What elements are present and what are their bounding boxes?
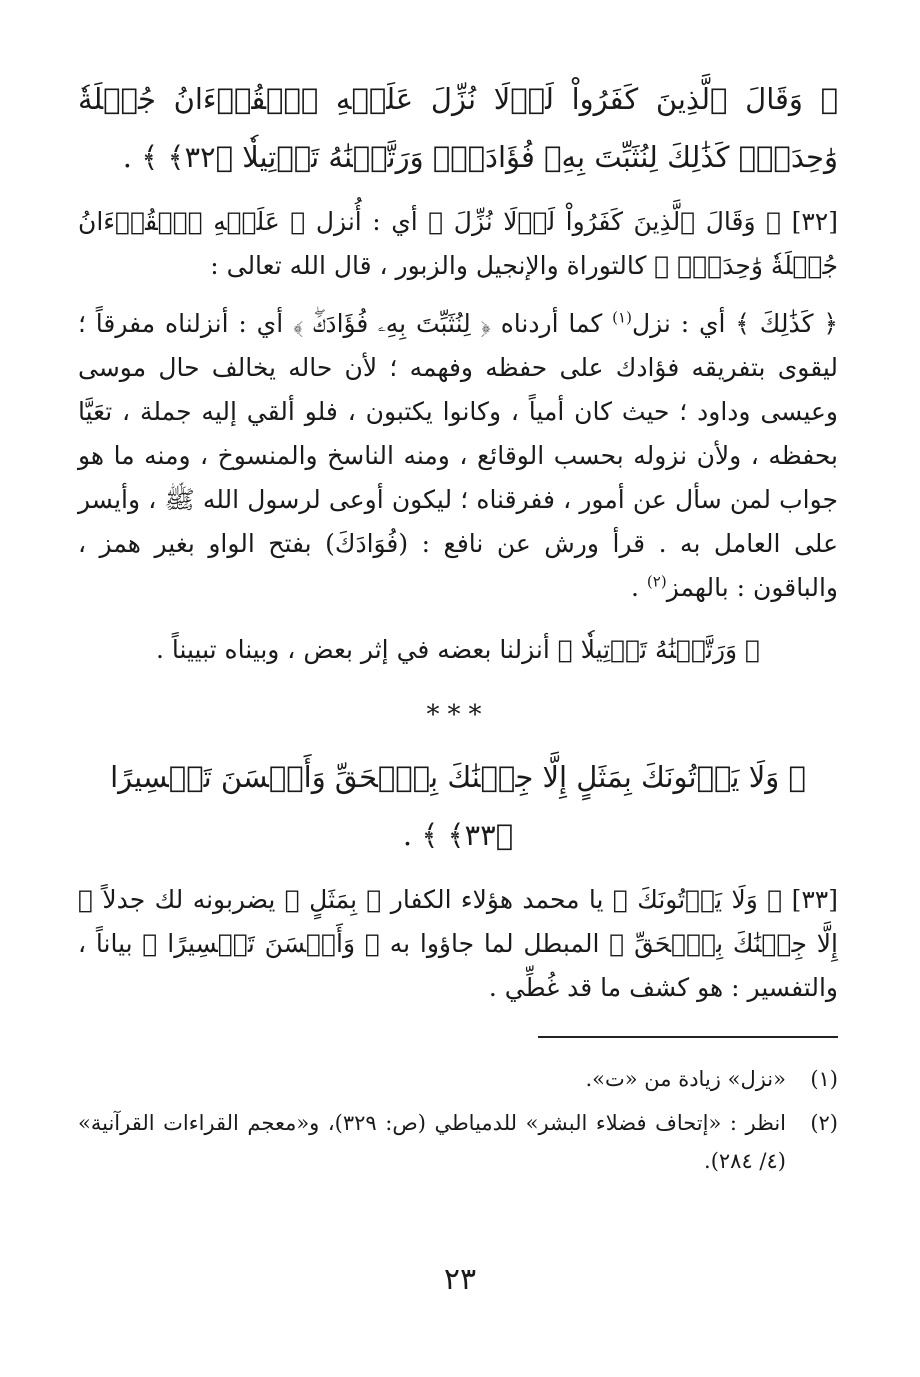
commentary-32-body-end: .: [631, 573, 647, 602]
commentary-32-body-main: كما أردناه ﴿ لِنُثَبِّتَ بِهِۦ فُؤَادَكَۖ ﴾ أي : أنزلناه مفرقاً ؛ ليقوى بتفريقه فؤادك على حفظه وفهمه ؛ لأن حاله يخالف حال موسى وعيسى وداود ؛ حيث كان أمياً ، وكانوا يكتبون ، فلو ألقي إليه جملة ، تعَيَّا بحفظه ، ولأن نزوله بحسب الوقائع ، ومنه الناسخ والمنسوخ ، ومنه ما هو جواب لمن سأل عن أمور ، ففرقناه ؛ ليكون أوعى لرسول الله ﷺ ، وأيسر على العامل به . قرأ ورش عن نافع : (فُوَادَكَ) بفتح الواو بغير همز ، والباقون : بالهمز: [78, 309, 838, 602]
footnote-text: «نزل» زيادة من «ت».: [585, 1067, 786, 1091]
footnote-ref-1[interactable]: (١): [612, 308, 632, 327]
footnote-1: [78, 1060, 838, 1098]
quran-verse-32: ﴿ وَقَالَ ٱلَّذِينَ كَفَرُواْ لَوۡلَا نُزِّلَ عَلَيۡهِ ٱلۡقُرۡءَانُ جُمۡلَةٗ وَٰحِدَةٗۚ كَذَٰلِكَ لِنُثَبِّتَ بِهِۦ فُؤَادَكَۖ وَرَتَّلۡنَٰهُ تَرۡتِيلٗا ﴿٣٢﴾ ﴾ .: [78, 82, 838, 174]
footnote-number: (٢): [810, 1111, 838, 1135]
footnote-2: [78, 1104, 838, 1180]
commentary-33: [٣٣] ﴿ وَلَا يَأۡتُونَكَ ﴾ يا محمد هؤلاء الكفار ﴿ بِمَثَلٍ ﴾ يضربونه لك جدلاً ﴿ إِلَّا جِئۡنَٰكَ بِٱلۡحَقِّ ﴾ المبطل لما جاؤوا به ﴿ وَأَحۡسَنَ تَفۡسِيرًا ﴾ بياناً ، والتفسير : هو كشف ما قد غُطِّي .: [78, 885, 838, 1002]
footnotes: [78, 1060, 838, 1180]
footnote-ref-2[interactable]: (٢): [646, 572, 667, 591]
quran-verse-33: ﴿ وَلَا يَأۡتُونَكَ بِمَثَلٍ إِلَّا جِئۡنَٰكَ بِٱلۡحَقِّ وَأَحۡسَنَ تَفۡسِيرًا ﴿٣٣﴾ ﴾ .: [110, 760, 806, 852]
page-body: [78, 70, 838, 1186]
section-separator: ***: [426, 700, 490, 730]
commentary-32-intro: [٣٢] ﴿ وَقَالَ ٱلَّذِينَ كَفَرُواْ لَوۡلَا نُزِّلَ ﴾ أي : أُنزل ﴿ عَلَيۡهِ ٱلۡقُرۡءَانُ جُمۡلَةٗ وَٰحِدَةٗۚ ﴾ كالتوراة والإنجيل والزبور ، قال الله تعالى :: [78, 207, 838, 280]
commentary-32-body-start: ﴿ كَذَٰلِكَ ﴾ أي : نزل: [631, 309, 838, 338]
footnote-divider: [538, 1036, 838, 1038]
page-number: ٢٣: [443, 1262, 477, 1297]
commentary-32-body: [78, 302, 838, 610]
footnote-text: انظر : «إتحاف فضلاء البشر» للدمياطي (ص: ٣٢٩)، و«معجم القراءات القرآنية» (٤/ ٢٨٤).: [78, 1111, 787, 1173]
footnote-number: (١): [810, 1067, 838, 1091]
commentary-32-tartil: ﴿ وَرَتَّلۡنَٰهُ تَرۡتِيلٗا ﴾ أنزلنا بعضه في إثر بعض ، وبيناه تبييناً .: [155, 635, 761, 664]
